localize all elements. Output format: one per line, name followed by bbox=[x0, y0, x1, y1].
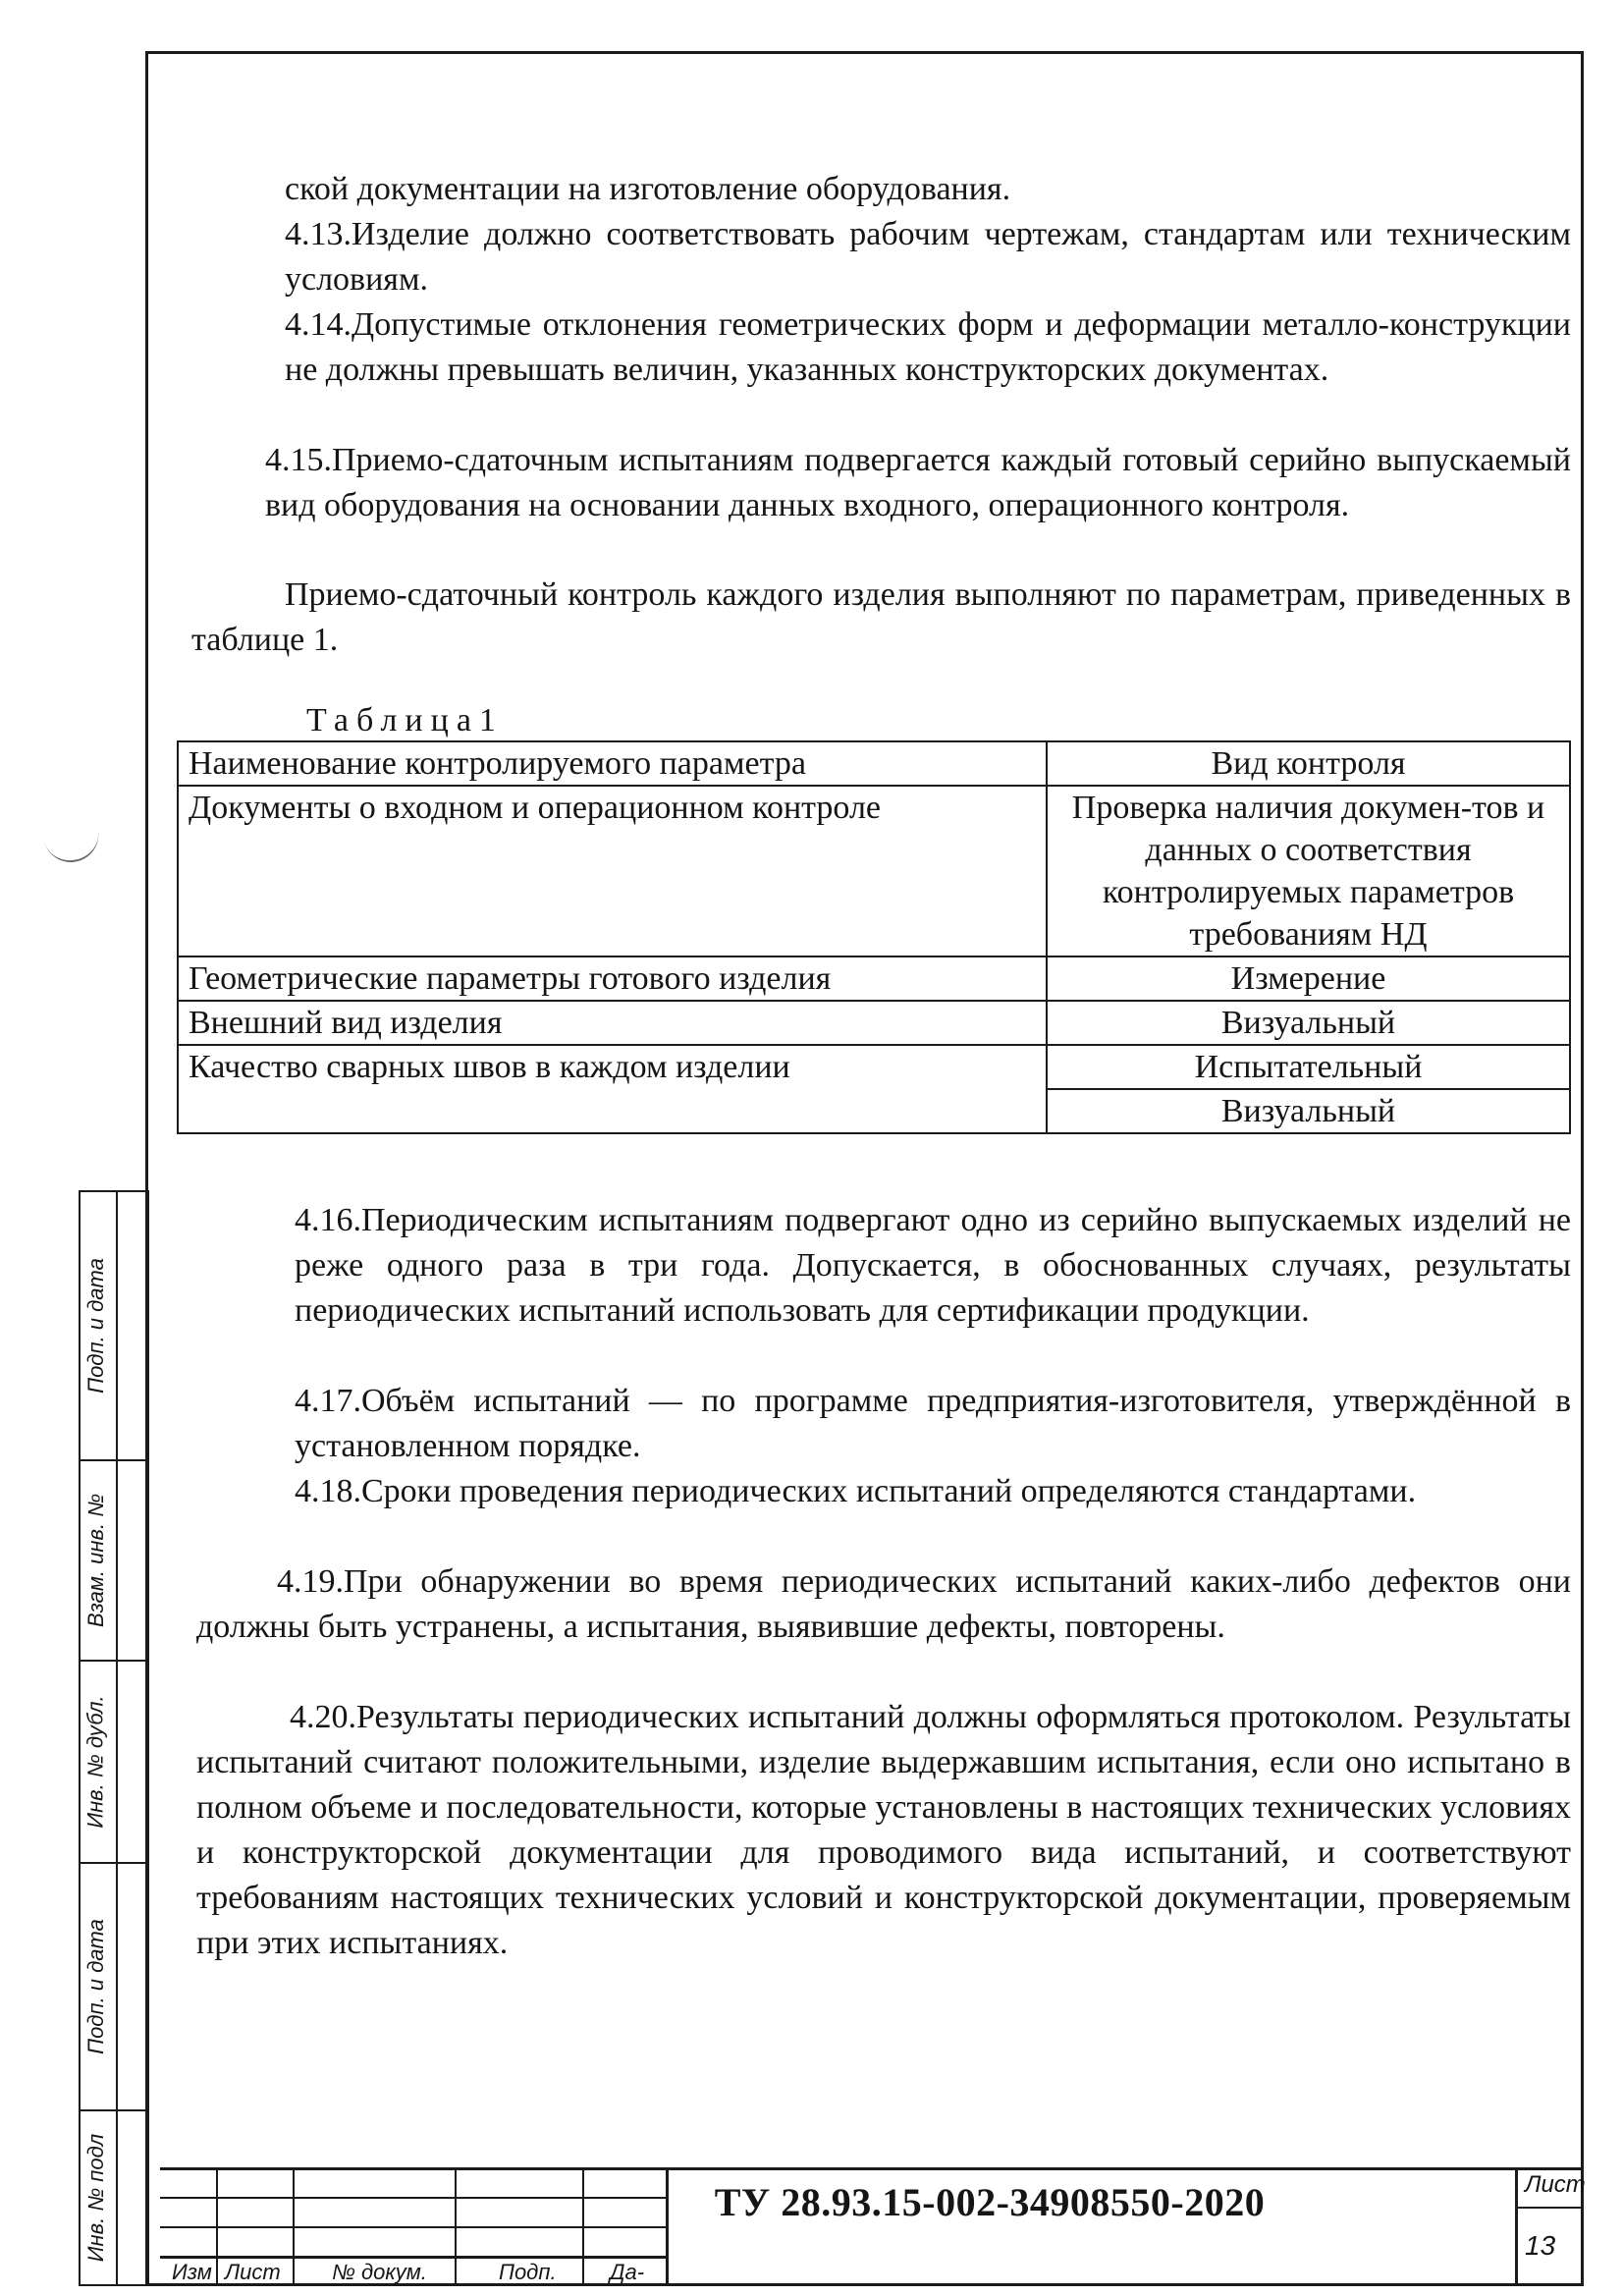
table-row bbox=[178, 1045, 1570, 1089]
table-cell: Документы о входном и операционном контроле bbox=[178, 786, 1047, 957]
stamp-label-doc: № докум. bbox=[332, 2260, 427, 2284]
paragraph-4-17: 4.17.Объём испытаний — по программе предприятия-изготовителя, утверждённой в установленном порядке. bbox=[295, 1383, 1571, 1464]
side-stamp-column bbox=[79, 1190, 149, 2286]
side-label: Инв. № подл bbox=[83, 2133, 108, 2263]
side-label: Подп. и дата bbox=[83, 1919, 109, 2054]
table-header-row bbox=[178, 741, 1570, 786]
table-header-param: Наименование контролируемого параметра bbox=[178, 741, 1047, 786]
title-block bbox=[160, 2167, 1584, 2286]
stamp-label-izm: Изм bbox=[172, 2260, 212, 2284]
paragraph-4-20: 4.20.Результаты периодических испытаний должны оформляться протоколом. Результаты испытаний считают положительными, изделие выдержавшим испытания, если оно испытано в полном объеме и последовательности, которые установлены в настоящих технических условиях и конструкторской документации для проводимого вида испытаний, и соответствуют требованиям настоящих технических условий и конструкторской документации, проверяемым при этих испытаниях. bbox=[196, 1699, 1571, 1961]
sheet-label: Лист bbox=[1525, 2171, 1586, 2198]
control-table bbox=[177, 740, 1571, 1134]
stamp-label-list: Лист bbox=[225, 2260, 281, 2284]
stamp-label-sign: Подп. bbox=[499, 2260, 557, 2284]
table-cell: Качество сварных швов в каждом изделии bbox=[178, 1045, 1047, 1133]
document-code: ТУ 28.93.15-002-34908550-2020 bbox=[714, 2180, 1266, 2224]
table-cell: Проверка наличия докумен-тов и данных о соответствия контролируемых параметров требованиям НД bbox=[1047, 786, 1570, 957]
table-cell: Визуальный bbox=[1047, 1001, 1570, 1045]
table-cell: Испытательный bbox=[1047, 1045, 1570, 1089]
table-row bbox=[178, 786, 1570, 957]
paragraph-4-16: 4.16.Периодическим испытаниям подвергают одно из серийно выпускаемых изделий не реже одного раза в три года. Допускается, в обоснованных случаях, результаты периодических испытаний использовать для сертификации продукции. bbox=[295, 1202, 1571, 1329]
table-cell: Внешний вид изделия bbox=[178, 1001, 1047, 1045]
paragraph-acceptance-control: Приемо-сдаточный контроль каждого изделия выполняют по параметрам, приведенных в таблице 1. bbox=[191, 576, 1571, 658]
paragraph-4-19: 4.19.При обнаружении во время периодических испытаний каких-либо дефектов они должны быть устранены, а испытания, выявившие дефекты, повторены. bbox=[196, 1563, 1571, 1645]
paragraph-4-15: 4.15.Приемо-сдаточным испытаниям подвергается каждый готовый серийно выпускаемый вид оборудования на основании данных входного, операционного контроля. bbox=[265, 442, 1571, 523]
side-label: Взам. инв. № bbox=[83, 1493, 109, 1628]
punch-hole-mark bbox=[38, 800, 104, 867]
table-row bbox=[178, 1001, 1570, 1045]
side-label: Подп. и дата bbox=[83, 1258, 109, 1394]
side-label: Инв. № дубл. bbox=[83, 1695, 108, 1829]
paragraph-4-13: 4.13.Изделие должно соответствовать рабочим чертежам, стандартам или техническим условиям. bbox=[285, 216, 1571, 298]
table-cell: Измерение bbox=[1047, 957, 1570, 1001]
sheet-number: 13 bbox=[1525, 2230, 1556, 2261]
paragraph-4-18: 4.18.Сроки проведения периодических испытаний определяются стандартами. bbox=[295, 1473, 1417, 1509]
table-header-control: Вид контроля bbox=[1047, 741, 1570, 786]
stamp-label-date: Да- bbox=[610, 2260, 645, 2284]
table-caption: Таблица1 bbox=[306, 702, 504, 738]
table-cell: Визуальный bbox=[1047, 1089, 1570, 1133]
table-row bbox=[178, 957, 1570, 1001]
paragraph-continuation: ской документации на изготовление оборудования. bbox=[285, 171, 1011, 207]
paragraph-4-14: 4.14.Допустимые отклонения геометрических форм и деформации металло-конструкции не должны превышать величин, указанных конструкторских документах. bbox=[285, 306, 1571, 388]
table-cell: Геометрические параметры готового изделия bbox=[178, 957, 1047, 1001]
